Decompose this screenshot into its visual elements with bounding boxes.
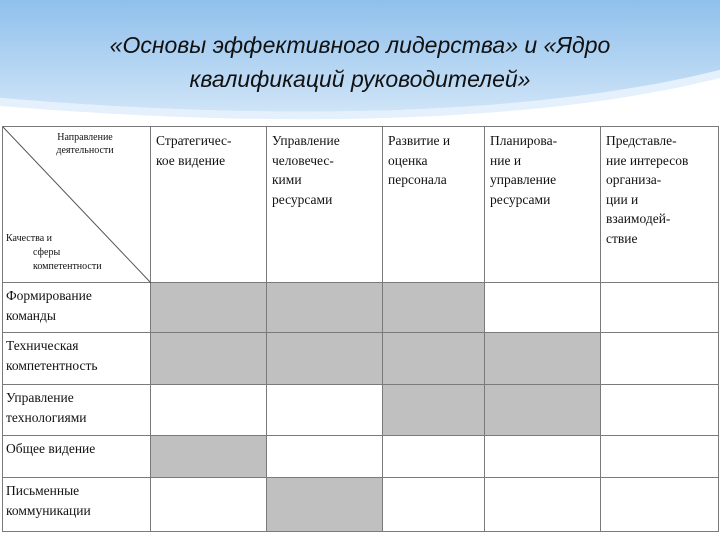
matrix-cell-empty — [485, 283, 601, 333]
row-label-cell — [3, 283, 151, 333]
matrix-cell-filled — [485, 333, 601, 385]
column-header — [151, 127, 267, 283]
corner-bottom-line-1: Качества и — [6, 233, 52, 244]
matrix-cell-empty — [267, 385, 383, 436]
corner-top-line-2: деятельности — [56, 145, 114, 156]
matrix-cell-empty — [601, 478, 719, 532]
row-label-cell — [3, 436, 151, 478]
title-line-2: квалификаций руководителей» — [189, 66, 531, 92]
table-row — [3, 283, 719, 333]
corner-column-caption — [25, 131, 145, 157]
matrix-cell-empty — [601, 283, 719, 333]
corner-bottom-line-3: компетентности — [33, 261, 102, 272]
matrix-cell-empty — [151, 478, 267, 532]
matrix-cell-empty — [383, 436, 485, 478]
table-row — [3, 333, 719, 385]
matrix-cell-filled — [151, 333, 267, 385]
matrix-cell-empty — [485, 436, 601, 478]
matrix-cell-filled — [485, 385, 601, 436]
title-line-1: «Основы эффективного лидерства» и «Ядро — [109, 32, 611, 58]
matrix-cell-empty — [601, 385, 719, 436]
row-label: Техническая компетентность — [6, 338, 98, 373]
matrix-cell-empty — [151, 385, 267, 436]
table-row — [3, 436, 719, 478]
page-title — [40, 28, 680, 96]
row-label: Письменные коммуникации — [6, 483, 91, 518]
matrix-cell-filled — [151, 283, 267, 333]
matrix-cell-filled — [383, 283, 485, 333]
column-header — [267, 127, 383, 283]
matrix-cell-empty — [485, 478, 601, 532]
column-header — [383, 127, 485, 283]
matrix-cell-filled — [267, 283, 383, 333]
column-header-label: Стратегичес- кое видение — [156, 133, 232, 168]
matrix-cell-empty — [601, 436, 719, 478]
column-header — [601, 127, 719, 283]
column-header — [485, 127, 601, 283]
row-label-cell — [3, 333, 151, 385]
matrix-cell-filled — [383, 385, 485, 436]
column-header-label: Управление человечес- кими ресурсами — [272, 133, 340, 207]
column-header-label: Планирова- ние и управление ресурсами — [490, 133, 558, 207]
corner-row-caption — [6, 232, 106, 274]
matrix-cell-empty — [267, 436, 383, 478]
corner-cell — [3, 127, 151, 283]
row-label-cell — [3, 478, 151, 532]
matrix-cell-filled — [151, 436, 267, 478]
header-row — [3, 127, 719, 283]
matrix-cell-empty — [383, 478, 485, 532]
corner-bottom-line-2: сферы — [33, 247, 61, 258]
table-row — [3, 385, 719, 436]
corner-top-line-1: Направление — [57, 132, 113, 143]
competency-matrix — [2, 126, 719, 532]
matrix-cell-filled — [267, 333, 383, 385]
matrix-cell-empty — [601, 333, 719, 385]
column-header-label: Развитие и оценка персонала — [388, 133, 451, 187]
row-label: Управление технологиями — [6, 390, 87, 425]
table-row — [3, 478, 719, 532]
column-header-label: Представле- ние интересов организа- ции и взаимодей- ствие — [606, 133, 689, 246]
matrix-cell-filled — [267, 478, 383, 532]
row-label: Формирование команды — [6, 288, 92, 323]
row-label: Общее видение — [6, 441, 96, 456]
row-label-cell — [3, 385, 151, 436]
matrix-cell-filled — [383, 333, 485, 385]
